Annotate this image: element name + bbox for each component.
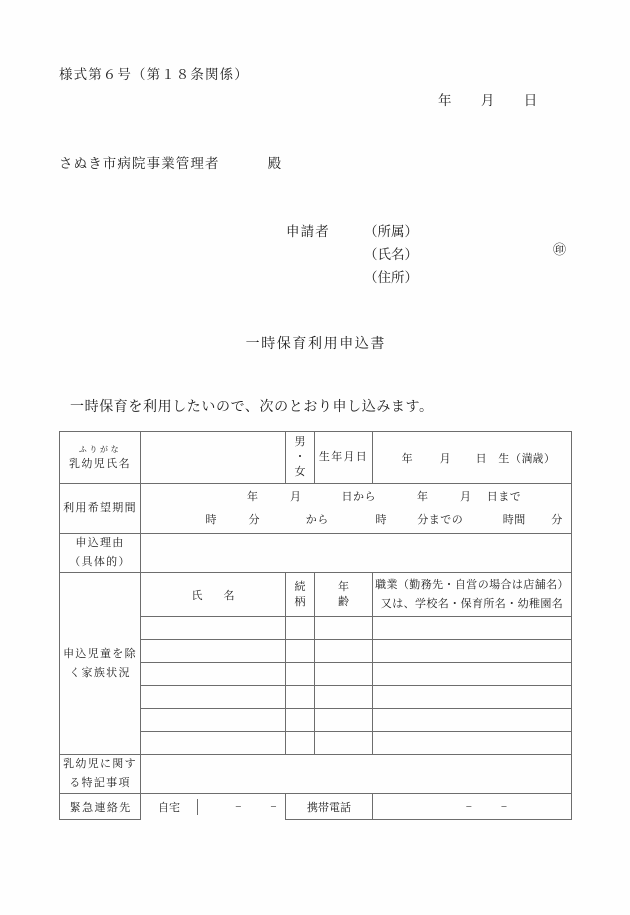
home-dash-2: − <box>270 800 277 813</box>
emergency-mobile-label: 携帯電話 <box>286 794 373 820</box>
notes-input-cell[interactable] <box>141 755 572 794</box>
family-header-name: 氏 名 <box>141 573 286 617</box>
notes-label-line2: る特記事項 <box>69 777 131 789</box>
dob-born: 生（満 <box>498 452 534 465</box>
reason-label <box>60 534 141 573</box>
gender-male: 男 <box>294 436 306 448</box>
relation-char-2: 柄 <box>294 595 306 608</box>
time-to-suffix: 分までの <box>417 513 464 526</box>
family-name-cell[interactable] <box>141 640 286 663</box>
family-job-cell[interactable] <box>373 640 572 663</box>
emergency-home-dashes <box>206 801 276 813</box>
family-header-job <box>373 573 572 617</box>
child-name-input-cell[interactable] <box>141 432 286 484</box>
table-row-family-header <box>60 573 572 617</box>
family-age-cell[interactable] <box>315 709 373 732</box>
emergency-label: 緊急連絡先 <box>60 794 141 820</box>
dob-age: 歳） <box>532 452 556 465</box>
emergency-home-row <box>141 794 286 820</box>
table-row-child <box>60 432 572 484</box>
age-char-2: 齢 <box>338 595 349 608</box>
gender-cell[interactable] <box>286 432 315 484</box>
applicant-label: 申請者 <box>286 224 330 239</box>
relation-char-1: 続 <box>294 580 306 593</box>
date-year: 年 <box>438 93 452 108</box>
reason-label-line2: （具体的） <box>69 556 131 568</box>
mobile-dash-1: − <box>465 800 472 813</box>
dob-month: 月 <box>439 452 452 465</box>
family-relation-cell[interactable] <box>286 709 315 732</box>
family-relation-cell[interactable] <box>286 686 315 709</box>
emergency-mobile-input[interactable] <box>373 794 572 820</box>
family-age-cell[interactable] <box>315 732 373 755</box>
family-name-cell[interactable] <box>141 686 286 709</box>
addressee-honorific: 殿 <box>267 156 283 171</box>
period-from-month: 月 <box>290 490 302 503</box>
table-row-period <box>60 484 572 534</box>
period-from-year: 年 <box>247 490 259 503</box>
applicant-fields <box>364 220 418 289</box>
form-number: 様式第６号（第１８条関係） <box>59 67 249 82</box>
family-name-cell[interactable] <box>141 709 286 732</box>
furigana-label: ふりがな <box>78 445 122 454</box>
child-name-label: 乳幼児氏名 <box>69 458 131 470</box>
period-from-day: 日から <box>341 490 376 503</box>
family-job-cell[interactable] <box>373 617 572 640</box>
time-from-hour: 時 <box>205 513 217 526</box>
family-age-cell[interactable] <box>315 663 373 686</box>
emergency-home-input[interactable] <box>198 799 286 815</box>
period-line-dates <box>141 486 571 509</box>
applicant-affiliation-field: （所属） <box>364 224 418 239</box>
dob-year: 年 <box>401 452 414 465</box>
family-label-line2: く家族状況 <box>69 666 131 679</box>
family-relation-cell[interactable] <box>286 640 315 663</box>
job-header-line2: 又は、学校名・保育所名・幼稚園名 <box>380 597 564 610</box>
time-from-minute: 分 <box>248 513 260 526</box>
emergency-home-label: 自宅 <box>141 799 198 815</box>
notes-label <box>60 755 141 794</box>
child-name-label-cell <box>60 432 141 484</box>
family-section-label <box>60 573 141 755</box>
emergency-mobile-dashes <box>437 801 507 813</box>
gender-separator: ・ <box>294 451 306 463</box>
period-label: 利用希望期間 <box>60 484 141 534</box>
dob-label: 生年月日 <box>315 432 373 484</box>
reason-input-cell[interactable] <box>141 534 572 573</box>
family-label-line1: 申込児童を除 <box>63 647 137 660</box>
date-line <box>438 89 537 109</box>
family-age-cell[interactable] <box>315 640 373 663</box>
period-input-cell[interactable] <box>141 484 572 534</box>
lead-text: 一時保育を利用したいので、次のとおり申し込みます。 <box>70 400 434 415</box>
page-title: 一時保育利用申込書 <box>245 337 386 352</box>
family-age-cell[interactable] <box>315 617 373 640</box>
family-relation-cell[interactable] <box>286 732 315 755</box>
time-to-hour: 時 <box>375 513 387 526</box>
age-char-1: 年 <box>338 580 349 593</box>
family-age-cell[interactable] <box>315 686 373 709</box>
dob-input-cell[interactable] <box>373 432 572 484</box>
family-relation-cell[interactable] <box>286 663 315 686</box>
table-row-notes <box>60 755 572 794</box>
family-label-lines <box>60 645 140 683</box>
job-header-line1: 職業（勤務先・自営の場合は店舗名） <box>375 578 569 591</box>
home-dash-1: − <box>235 800 242 813</box>
application-table <box>59 431 572 820</box>
dob-day: 日 <box>475 452 488 465</box>
duration-hours: 時間 <box>502 513 526 526</box>
period-to-day: 日まで <box>486 490 522 503</box>
family-header-relation <box>286 573 315 617</box>
dob-value-guides <box>388 453 555 465</box>
period-to-year: 年 <box>417 490 429 503</box>
notes-label-line1: 乳幼児に関す <box>63 758 137 770</box>
family-relation-cell[interactable] <box>286 617 315 640</box>
family-name-cell[interactable] <box>141 663 286 686</box>
family-name-cell[interactable] <box>141 732 286 755</box>
time-from-suffix: から <box>305 513 329 526</box>
duration-minutes: 分 <box>551 513 563 526</box>
family-job-cell[interactable] <box>373 686 572 709</box>
reason-label-line1: 申込理由 <box>75 537 125 549</box>
period-to-month: 月 <box>460 490 472 503</box>
gender-female: 女 <box>294 466 306 478</box>
period-line-times <box>141 509 571 532</box>
table-row-reason <box>60 534 572 573</box>
family-job-cell[interactable] <box>373 732 572 755</box>
mobile-dash-2: − <box>500 800 508 813</box>
applicant-name-field: （氏名） <box>364 247 418 262</box>
table-row-emergency <box>60 794 572 820</box>
addressee-line <box>59 152 282 172</box>
date-month: 月 <box>480 93 495 108</box>
family-header-age <box>315 573 373 617</box>
date-day: 日 <box>523 93 538 108</box>
family-job-cell[interactable] <box>373 709 572 732</box>
family-name-cell[interactable] <box>141 617 286 640</box>
family-job-cell[interactable] <box>373 663 572 686</box>
addressee-name: さぬき市病院事業管理者 <box>59 156 220 171</box>
applicant-address-field: （住所） <box>364 270 418 285</box>
seal-icon: ㊞ <box>553 242 567 257</box>
